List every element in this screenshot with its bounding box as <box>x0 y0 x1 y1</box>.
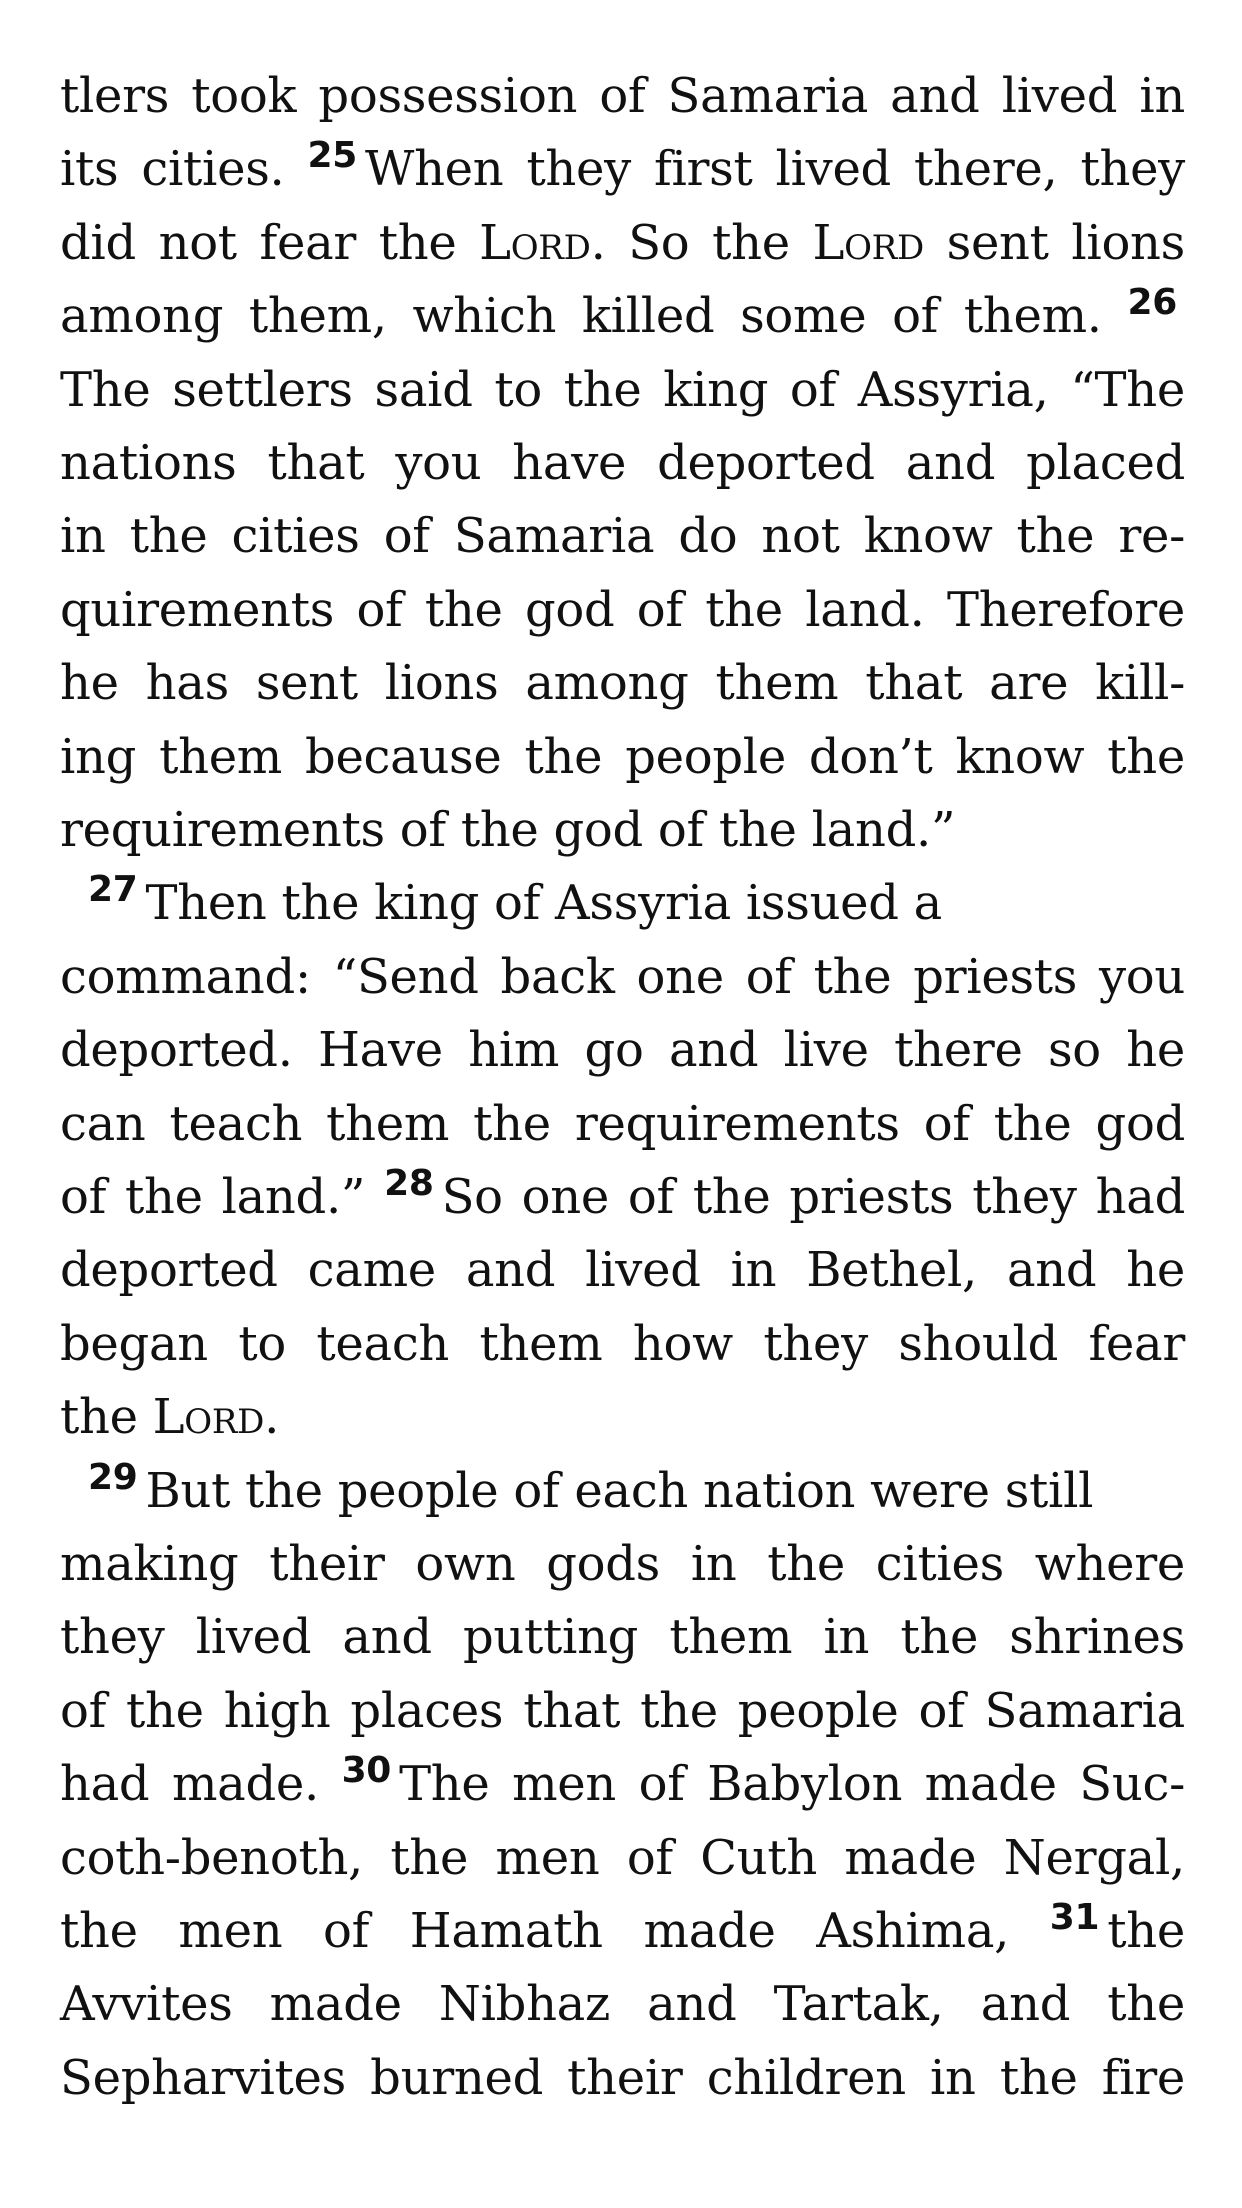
text-line <box>60 574 1185 647</box>
text-segment: sent lions <box>923 214 1186 271</box>
text-segment: the <box>1107 1903 1185 1959</box>
text-line <box>60 1601 1185 1674</box>
text-line <box>60 1675 1185 1748</box>
text-segment: command: “Send back one of the priests you <box>60 948 1185 1005</box>
text-segment: nations that you have deported and placed <box>60 435 1185 491</box>
text-segment: can teach them the requirements of the god <box>60 1095 1185 1152</box>
text-segment: coth-benoth, the men of Cuth made Nergal, <box>60 1829 1185 1886</box>
text-line <box>60 500 1185 573</box>
text-line <box>60 207 1185 280</box>
text-segment: the men of Hamath made Ashima, <box>60 1903 1050 1959</box>
text-segment: of the high places that the people of Samaria <box>60 1682 1185 1739</box>
verse-number: 29 <box>88 1456 138 1498</box>
text-segment: . <box>264 1389 280 1446</box>
text-line <box>60 1895 1185 1968</box>
text-segment: its cities. <box>60 141 308 198</box>
text-segment: . So the <box>590 214 813 271</box>
verse-number: 31 <box>1049 1897 1100 1938</box>
text-segment: quirements of the god of the land. Therefore <box>60 581 1185 638</box>
text-line <box>60 647 1185 720</box>
text-segment: So one of the priests they had <box>441 1169 1185 1225</box>
text-segment: among them, which killed some of them. <box>60 288 1128 345</box>
verse-number: 25 <box>307 135 358 177</box>
verse-number: 28 <box>384 1163 434 1204</box>
text-segment: When they first lived there, they <box>365 141 1185 198</box>
text-segment: had made. <box>60 1756 342 1813</box>
text-segment: the <box>60 1389 153 1446</box>
text-line <box>60 941 1185 1014</box>
text-line <box>60 1308 1185 1381</box>
text-segment: deported. Have him go and live there so he <box>60 1022 1185 1079</box>
divine-name: Lord <box>812 214 924 271</box>
text-segment: But the people of each nation were still <box>145 1462 1094 1519</box>
text-line <box>60 427 1185 500</box>
verse-number: 30 <box>341 1750 392 1792</box>
text-segment: Sepharvites burned their children in the fire <box>60 2049 1185 2106</box>
text-line <box>60 2042 1185 2115</box>
text-segment: in the cities of Samaria do not know the re- <box>60 508 1185 565</box>
text-segment: began to teach them how they should fear <box>60 1315 1185 1372</box>
text-line <box>60 1234 1185 1307</box>
text-line <box>60 867 1185 940</box>
text-line <box>60 354 1185 427</box>
verse-number: 27 <box>88 869 138 911</box>
text-segment: ing them because the people don’t know the <box>60 728 1185 785</box>
text-line <box>60 280 1185 353</box>
text-segment: they lived and putting them in the shrines <box>60 1609 1185 1666</box>
text-segment: Then the king of Assyria issued a <box>145 875 942 932</box>
text-line <box>60 1014 1185 1087</box>
text-segment: Avvites made Nibhaz and Tartak, and the <box>60 1976 1185 2033</box>
verse-number: 26 <box>1127 282 1177 324</box>
text-line <box>60 1381 1185 1454</box>
text-line <box>60 133 1185 206</box>
text-line <box>60 1748 1185 1821</box>
text-segment: deported came and lived in Bethel, and he <box>60 1242 1185 1299</box>
divine-name: Lord <box>152 1389 265 1446</box>
text-line <box>60 60 1185 133</box>
text-line <box>60 1968 1185 2041</box>
text-segment: of the land.” <box>60 1169 385 1225</box>
text-segment: making their own gods in the cities where <box>60 1536 1185 1592</box>
text-line <box>60 1161 1185 1234</box>
text-line <box>60 1822 1185 1895</box>
text-line <box>60 1528 1185 1601</box>
divine-name: Lord <box>479 214 591 271</box>
text-segment: did not fear the <box>60 214 480 271</box>
text-line <box>60 1455 1185 1528</box>
text-segment: The settlers said to the king of Assyria, “The <box>60 361 1185 418</box>
text-segment: requirements of the god of the land.” <box>60 802 956 858</box>
text-line <box>60 1088 1185 1161</box>
text-line <box>60 721 1185 794</box>
text-segment: he has sent lions among them that are kill- <box>60 655 1185 712</box>
text-line <box>60 794 1185 867</box>
text-segment: tlers took possession of Samaria and lived in <box>60 68 1185 124</box>
text-segment: The men of Babylon made Suc- <box>399 1756 1185 1813</box>
